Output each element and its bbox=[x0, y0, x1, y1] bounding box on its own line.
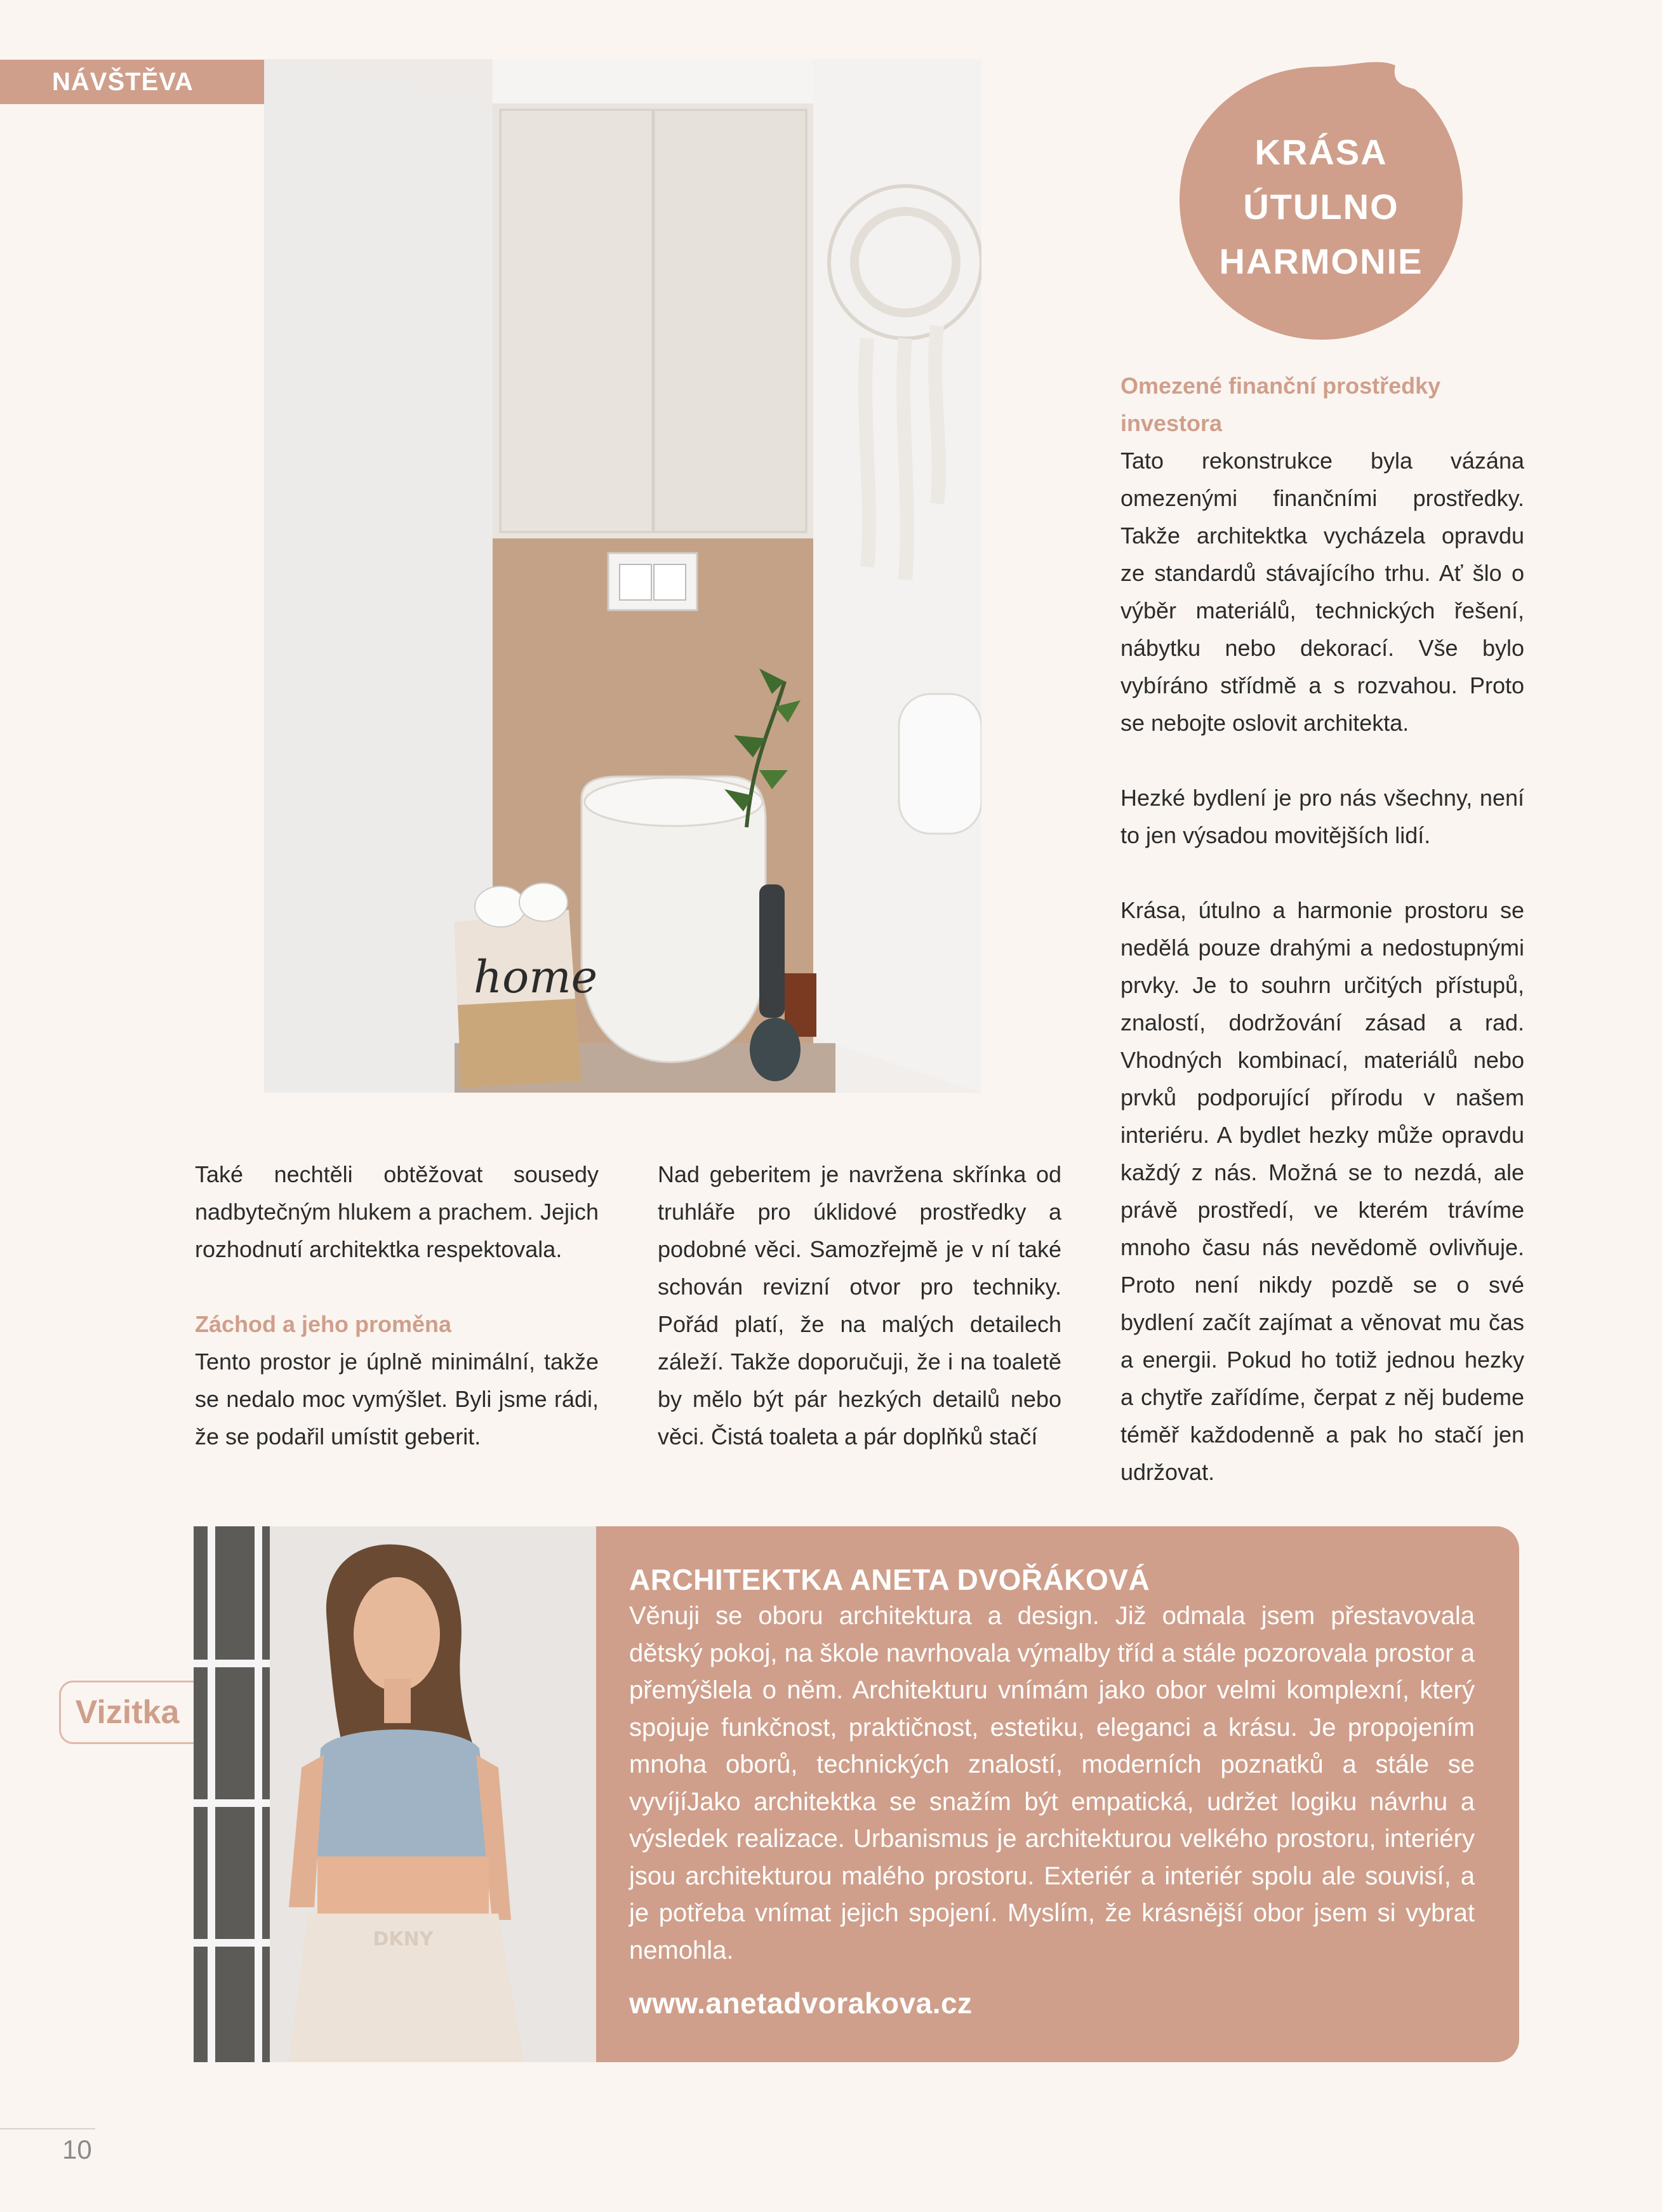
architect-card-text bbox=[596, 1526, 1519, 2062]
paragraph: Také nechtěli obtěžovat sousedy nadbytečným hlukem a prachem. Jejich rozhodnutí architektka respektovala. bbox=[195, 1161, 599, 1262]
subheading-investora: investora bbox=[1120, 410, 1223, 436]
badge-line-1: KRÁSA bbox=[1254, 132, 1388, 172]
page-number: 10 bbox=[62, 2135, 92, 2164]
shirt-label: DKNY bbox=[373, 1928, 434, 1950]
section-tag: NÁVŠTĚVA bbox=[0, 60, 277, 104]
badge-line-2: ÚTULNO bbox=[1243, 187, 1399, 227]
badge-line-3: HARMONIE bbox=[1219, 241, 1423, 281]
subheading-zachod: Záchod a jeho proměna bbox=[195, 1311, 452, 1337]
architect-bio: Věnuji se oboru architektura a design. Již odmala jsem přestavovala dětský pokoj, na škole navrhovala výmalby tříd a stále pozorovala prostor a přemýšlela o něm. Architekturu vnímám jako obor velmi komplexní, který spojuje funkčnost, praktičnost, estetiku, eleganci a krásu. Je propojením mnoha oborů, technických znalostí, moderních poznatků a stále se vyvíjíJako architektka se snažím být empatická, udržet logiku návrhu a výsledek realizace. Urbanismus je architekturou velkého prostoru, interiéry jsou architekturou malého prostoru. Exteriér a interiér spolu ale souvisí, a je potřeba vnímat jejich spojení. Myslím, že krásnější obor jsem si vybrat nemohla. bbox=[629, 1602, 1475, 1964]
footer-divider bbox=[0, 2128, 95, 2129]
paragraph: Nad geberitem je navržena skřínka od truhláře pro úklidové prostředky a podobné věci. Samozřejmě je v ní také schován revizní otvor pro techniky. Pořád platí, že na malých detailech záleží. Takže doporučuji, že i na toaletě by mělo být pár hezkých detailů nebo věci. Čistá toaleta a pár doplňků stačí bbox=[658, 1161, 1061, 1449]
architect-website-link[interactable]: www.anetadvorakova.cz bbox=[629, 1987, 973, 2020]
paragraph: Hezké bydlení je pro nás všechny, není to jen výsadou movitějších lidí. bbox=[1120, 785, 1524, 848]
middle-column bbox=[658, 1156, 1061, 1455]
bathroom-photo bbox=[264, 59, 981, 1093]
paragraph: Tato rekonstrukce byla vázána omezenými finančními prostředky. Takže architektka vycházela opravdu ze standardů stávajícího trhu. Ať šlo o výběr materiálů, technických řešení, nábytku nebo dekorací. Vše bylo vybíráno střídmě a s rozvahou. Proto se nebojte oslovit architekta. bbox=[1120, 448, 1524, 736]
basket-label: home bbox=[474, 951, 598, 1003]
vizitka-tab: Vizitka bbox=[59, 1681, 194, 1744]
paragraph: Krása, útulno a harmonie prostoru se nedělá pouze drahými a nedostupnými prvky. Je to souhrn určitých přístupů, znalostí, dodržování zásad a rad. Vhodných kombinací, materiálů nebo prvků podporující přírodu v našem interiéru. A bydlet hezky může opravdu každý z nás. Možná se to nezdá, ale právě prostředí, ve kterém trávíme mnoho času nás nevědomě ovlivňuje. Proto není nikdy pozdě se o své bydlení začít zajímat a věnovat mu čas a energii. Pokud ho totiž jednou hezky a chytře zařídíme, čerpat z něj budeme téměř každodenně a pak ho stačí jen udržovat. bbox=[1120, 897, 1524, 1485]
paragraph: Tento prostor je úplně minimální, takže se nedalo moc vymýšlet. Byli jsme rádi, že se podařil umístit geberit. bbox=[195, 1349, 599, 1449]
left-column bbox=[195, 1156, 599, 1455]
architect-portrait bbox=[194, 1526, 597, 2062]
subheading-financni: Omezené finanční prostředky bbox=[1120, 373, 1441, 399]
architect-name: ARCHITEKTKA ANETA DVOŘÁKOVÁ bbox=[629, 1563, 1150, 1596]
badge-krasa-utulno-harmonie bbox=[1180, 60, 1463, 340]
architect-card bbox=[194, 1526, 1519, 2062]
right-column bbox=[1120, 367, 1524, 1491]
